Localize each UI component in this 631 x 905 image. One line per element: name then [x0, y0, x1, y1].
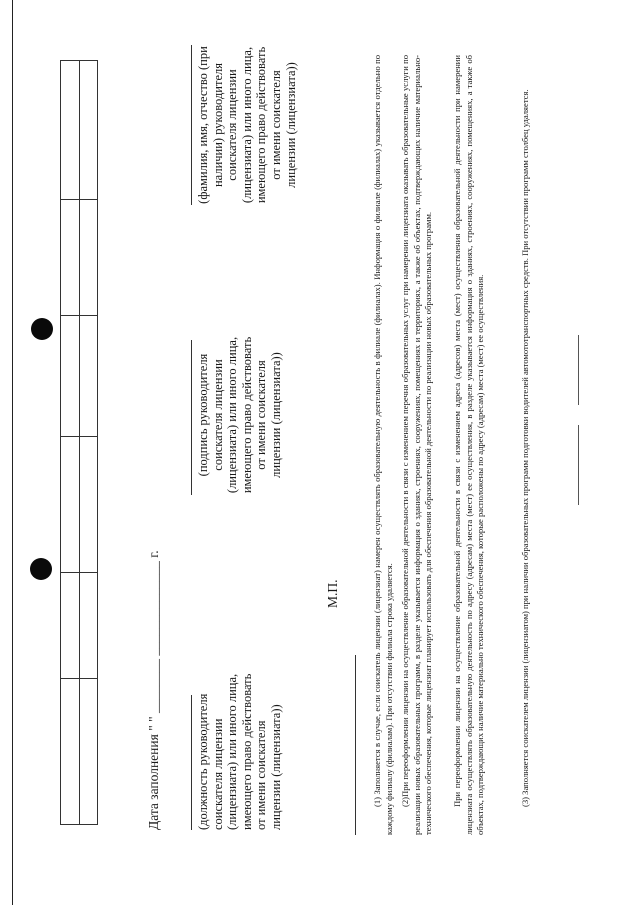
position-signature-line — [191, 695, 192, 830]
table-cell — [61, 437, 80, 573]
table-cell — [79, 437, 98, 573]
signature-line — [191, 340, 192, 495]
punch-hole-mark — [30, 558, 52, 580]
table-cell — [79, 61, 98, 200]
top-border-line — [12, 0, 13, 905]
fill-date-label: Дата заполнения " " ________ ______________ г. — [146, 550, 161, 830]
footnote-3: (3) Заполняется соискателем лицензии (лицензиатом) при наличии образовательных программ подготовки водителей автомототранспортных средств. При отсутствии программ столбец удаляется. — [520, 89, 530, 807]
table-cell — [61, 61, 80, 200]
table-cell — [79, 316, 98, 437]
table-cell — [79, 573, 98, 679]
table-cell — [61, 573, 80, 679]
stamp-place-label: М.П. — [325, 579, 340, 608]
signature-caption: (подпись руководителя соискателя лицензии (лицензиата) или иного лица, имеющего право действовать от имени соискателя лицензии (лицензиата)) — [196, 336, 283, 494]
punch-hole-mark — [31, 318, 53, 340]
table-cell — [61, 679, 80, 825]
footer-mark-line — [578, 335, 579, 405]
table-cell — [61, 200, 80, 316]
footnote-1: (1) Заполняется в случае, если соискатель лицензии (лицензиат) намерен осуществлять образовательную деятельность в филиале (филиалах). Информация о филиале (филиалах) указывается отдельно по каждому филиалу (филиалам). При отсутствии филиала строка удаляется. — [372, 55, 394, 835]
footnote-separator — [355, 655, 356, 835]
footnote-2: (2)При переоформлении лицензии на осуществление образовательной деятельности в связи с изменением перечня образовательных услуг при намерении лицензиата оказывать образовательные услуги по реализации новых образовательных программ, в разделе указывается информация о зданиях, строениях, сооружениях, помещениях и территориях, а также об объектах, подтверждающих наличие материально-технического обеспечения, которые лицензиат планирует использовать для обеспечения образовательной деятельности по реализации новых образовательных программ. — [400, 55, 434, 835]
footnote-2-continued: При переоформлении лицензии на осуществление образовательной деятельности в связи с изменением адреса (адресов) места (мест) осуществления образовательной деятельности при намерении лицензиата осуществлять образовательную деятельность по адресу (адресам) места (мест) ее осуществления, в разделе указывается информация о зданиях, строениях, сооружениях, помещениях, а также об объектах, подтверждающих наличие материально технического обеспечения, которые расположены по адресу (адресам) места (мест) ее осуществления. — [452, 55, 486, 835]
footer-mark-line — [578, 425, 579, 505]
fullname-caption: (фамилия, имя, отчество (при наличии) руководителя соискателя лицензии (лицензиата) или иного лица, имеющего право действовать от имени соискателя лицензии (лицензиата)) — [196, 46, 298, 204]
position-caption: (должность руководителя соискателя лицензии (лицензиата) или иного лица, имеющего право действовать от имени соискателя лицензии (лицензиата)) — [196, 673, 283, 830]
table-cell — [79, 200, 98, 316]
table-cell — [79, 679, 98, 825]
fullname-signature-line — [191, 45, 192, 205]
table-cell — [61, 316, 80, 437]
data-table-bottom-rows — [60, 60, 98, 825]
